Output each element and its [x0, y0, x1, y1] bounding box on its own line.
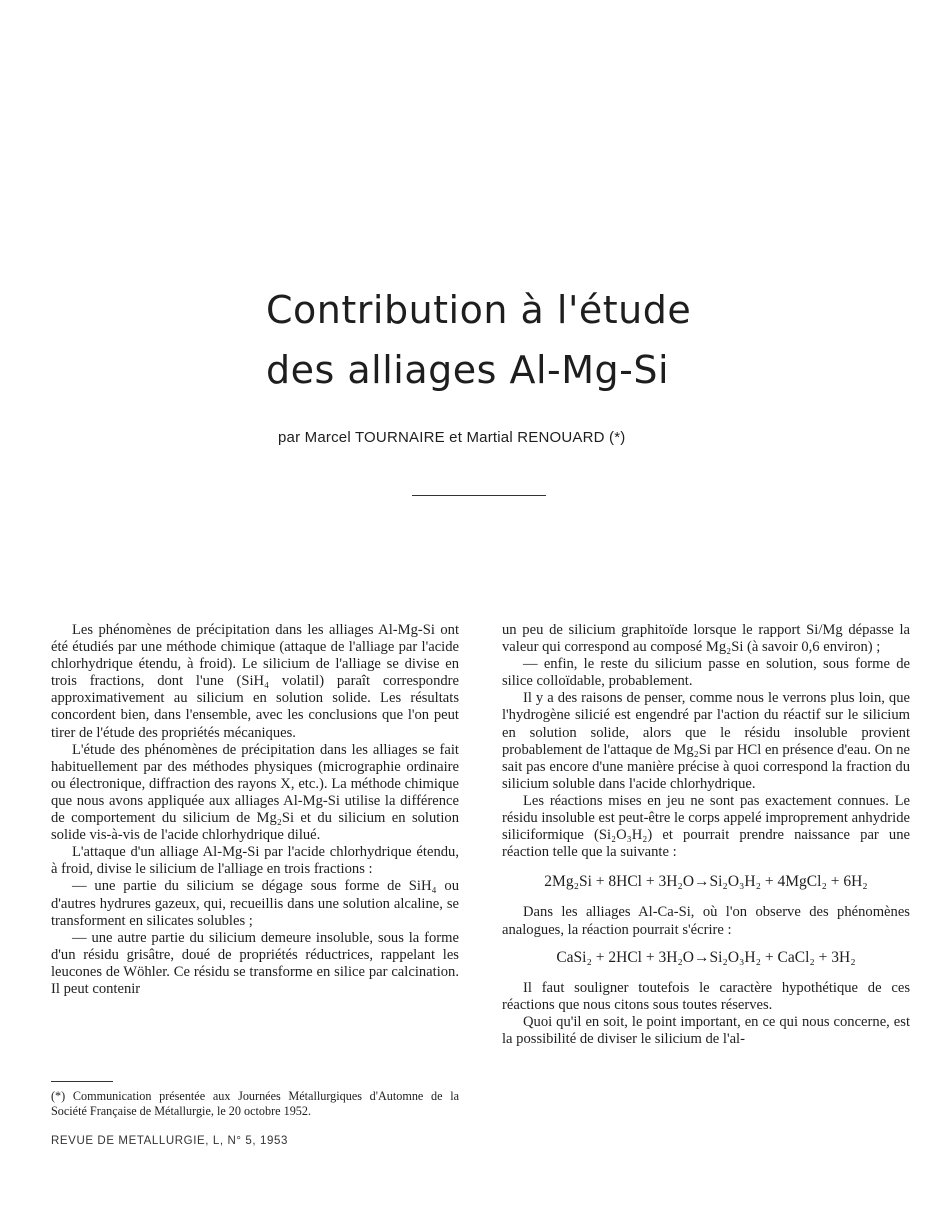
left-paragraph-4: — une partie du silicium se dégage sous forme de SiH₄ ou d'autres hydrures gazeux, qui, recueillis dans une solution alcaline, se transforment en silicates solubles ;: [51, 878, 459, 929]
authors-line: par Marcel TOURNAIRE et Martial RENOUARD (*): [278, 429, 626, 446]
left-column: [51, 622, 459, 998]
left-paragraph-5: — une autre partie du silicium demeure insoluble, sous la forme d'un résidu grisâtre, doué de propriétés réductrices, rappelant les leucones de Wöhler. Ce résidu se transforme en silice par calcination. Il peut contenir: [51, 929, 459, 997]
right-paragraph-2: — enfin, le reste du silicium passe en solution, sous forme de silice colloïdable, probablement.: [502, 656, 910, 690]
right-column: [502, 622, 910, 1048]
right-paragraph-7: Quoi qu'il en soit, le point important, en ce qui nous concerne, est la possibilité de diviser le silicium de l'al-: [502, 1013, 910, 1047]
title-line-1: Contribution à l'étude: [266, 288, 692, 332]
left-paragraph-2: L'étude des phénomènes de précipitation dans les alliages se fait habituellement par des méthodes physiques (micrographie ordinaire ou électronique, diffraction des rayons X, etc.). La méthode chimique que nous avons appliquée aux alliages Al-Mg-Si utilise la différence de comportement du silicium de Mg₂Si et du silicium en solution solide vis-à-vis de l'acide chlorhydrique dilué.: [51, 741, 459, 844]
left-paragraph-3: L'attaque d'un alliage Al-Mg-Si par l'acide chlorhydrique étendu, à froid, divise le silicium de l'alliage en trois fractions :: [51, 844, 459, 878]
right-paragraph-3: Il y a des raisons de penser, comme nous le verrons plus loin, que l'hydrogène silicié est engendré par l'action du réactif sur le silicium en solution solide, alors que le résidu insoluble provient probablement de l'attaque de Mg₂Si par HCl en présence d'eau. On ne sait pas encore d'une manière précise à quoi correspond la fraction du silicium soluble dans l'acide chlorhydrique.: [502, 690, 910, 792]
equation-2: CaSi₂ + 2HCl + 3H₂O→Si₂O₃H₂ + CaCl₂ + 3H₂: [556, 948, 856, 966]
left-paragraph-1: Les phénomènes de précipitation dans les alliages Al-Mg-Si ont été étudiés par une méthode chimique (attaque de l'alliage par l'acide chlorhydrique étendu, à froid). Le silicium de l'alliage se divise en trois fractions, dont l'une (SiH₄ volatil) paraît correspondre approximativement au silicium en solution solide. Les résultats concordent bien, dans l'ensemble, avec les conclusions que l'on peut tirer de l'étude des propriétés mécaniques.: [51, 622, 459, 741]
title-divider: [412, 495, 546, 496]
journal-reference: REVUE DE METALLURGIE, L, N° 5, 1953: [51, 1135, 288, 1147]
right-paragraph-6: Il faut souligner toutefois le caractère hypothétique de ces réactions que nous citons sous toutes réserves.: [502, 979, 910, 1013]
title-line-2: des alliages Al-Mg-Si: [266, 348, 670, 392]
equation-1: 2Mg₂Si + 8HCl + 3H₂O→Si₂O₃H₂ + 4MgCl₂ + 6H₂: [544, 873, 868, 891]
footnote-divider: [51, 1081, 113, 1082]
article-title: [266, 280, 866, 400]
right-paragraph-5: Dans les alliages Al-Ca-Si, où l'on observe des phénomènes analogues, la réaction pourrait s'écrire :: [502, 904, 910, 938]
footnote: (*) Communication présentée aux Journées Métallurgiques d'Automne de la Société Française de Métallurgie, le 20 octobre 1952.: [51, 1089, 459, 1118]
right-paragraph-4: Les réactions mises en jeu ne sont pas exactement connues. Le résidu insoluble est peut-être le corps appelé improprement anhydride siliciformique (Si₂O₃H₂) et pourrait prendre naissance par une réaction telle que la suivante :: [502, 792, 910, 861]
right-paragraph-1: un peu de silicium graphitoïde lorsque le rapport Si/Mg dépasse la valeur qui correspond au composé Mg₂Si (à savoir 0,6 environ) ;: [502, 622, 910, 656]
